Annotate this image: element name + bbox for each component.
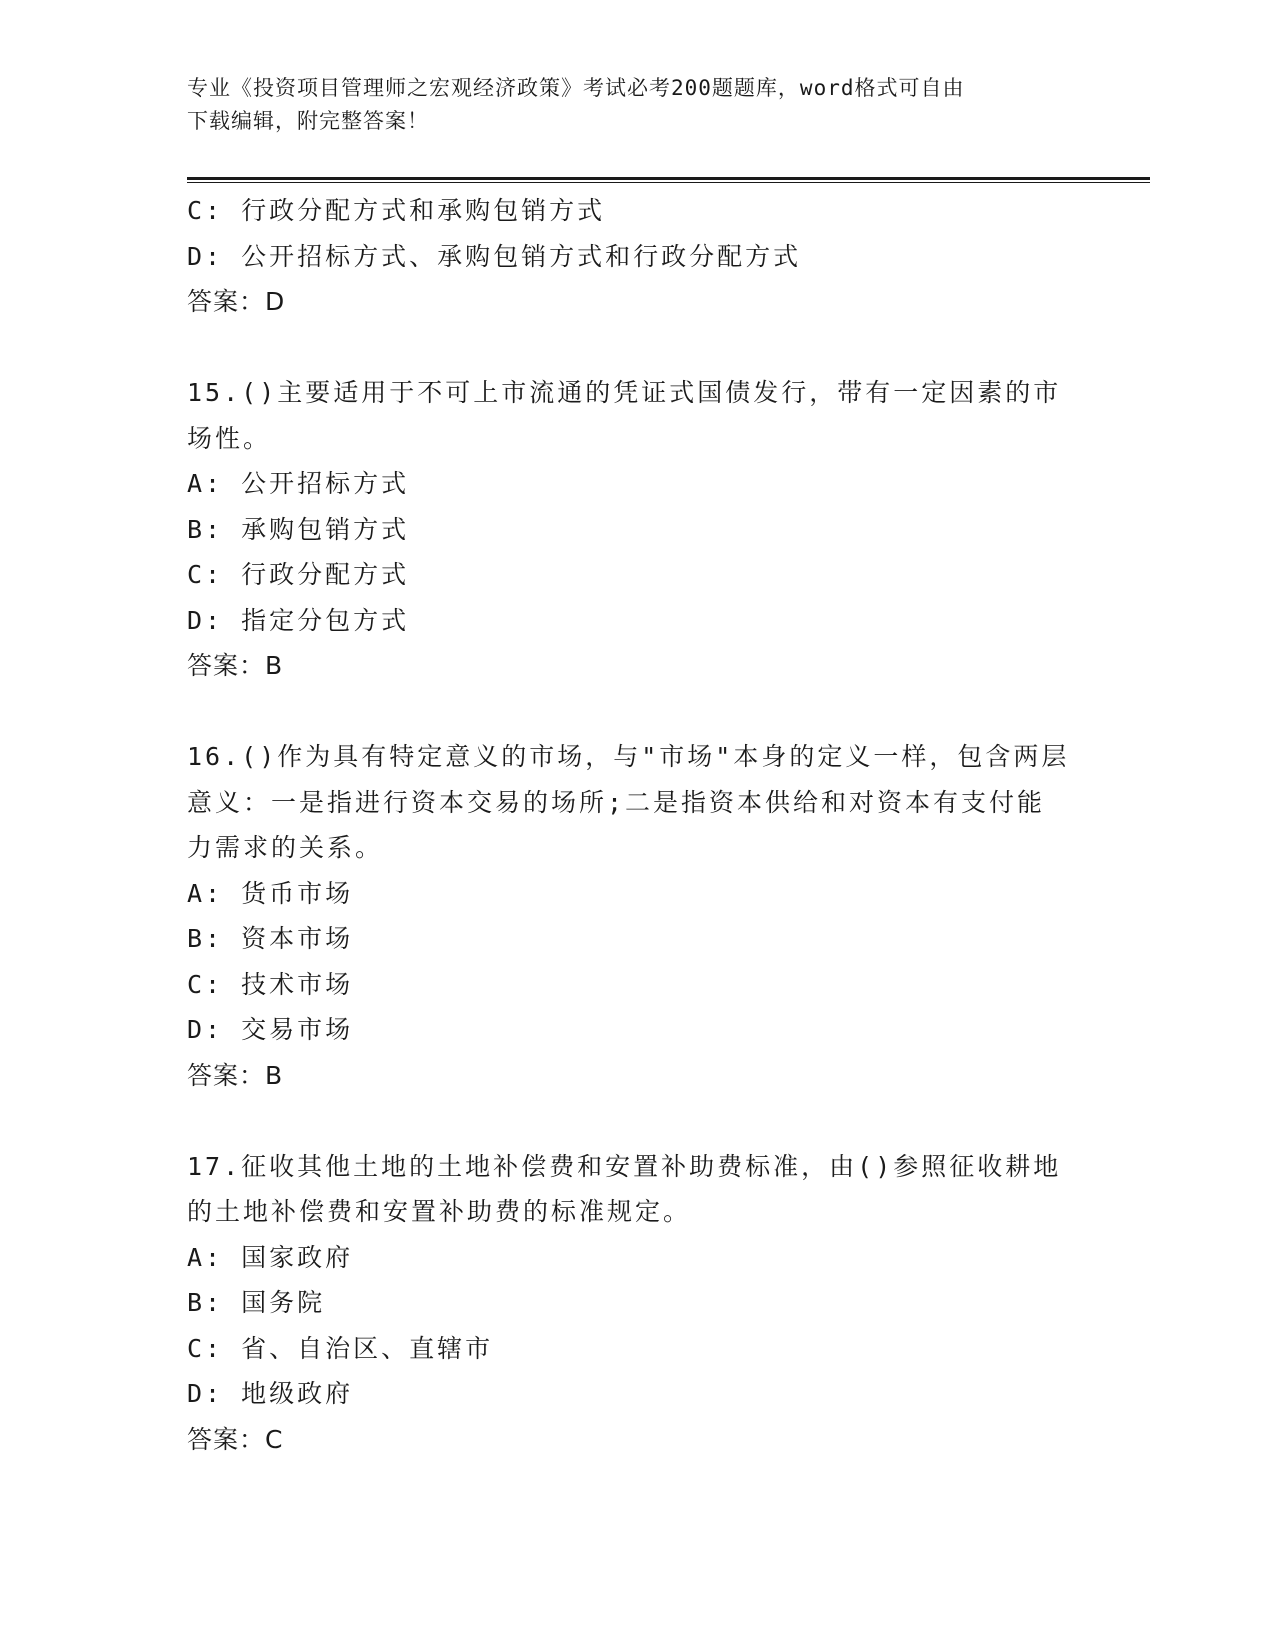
question-text-line: 场性。 — [187, 423, 272, 453]
option-a: A: 货币市场 — [187, 878, 354, 908]
document-header — [187, 72, 1067, 138]
header-divider-thin — [187, 182, 1150, 183]
option-a: A: 公开招标方式 — [187, 469, 410, 498]
option-b: B: 承购包销方式 — [187, 514, 410, 544]
question-14-tail — [187, 188, 1087, 325]
question-text-line: 力需求的关系。 — [187, 833, 384, 862]
question-text-line: 意义：一是指进行资本交易的场所;二是指资本供给和对资本有支付能 — [187, 787, 1046, 817]
question-17 — [187, 1144, 1087, 1463]
option-b: B: 资本市场 — [187, 924, 354, 953]
question-list — [187, 188, 1087, 1462]
header-divider-thick — [187, 177, 1150, 180]
option-d: D: 交易市场 — [187, 1015, 354, 1044]
option-a: A: 国家政府 — [187, 1242, 354, 1272]
question-16 — [187, 734, 1087, 1098]
option-c: C: 行政分配方式 — [187, 560, 410, 589]
question-text-line: 17.征收其他土地的土地补偿费和安置补助费标准，由()参照征收耕地 — [187, 1151, 1062, 1181]
header-line-2: 下载编辑，附完整答案！ — [187, 109, 429, 133]
header-line-1: 专业《投资项目管理师之宏观经济政策》考试必考200题题库，word格式可自由 — [187, 76, 965, 100]
question-15 — [187, 370, 1087, 689]
option-d: D: 地级政府 — [187, 1379, 354, 1408]
question-text-line: 的土地补偿费和安置补助费的标准规定。 — [187, 1197, 692, 1226]
option-c: C: 省、自治区、直辖市 — [187, 1333, 494, 1363]
option-c: C: 行政分配方式和承购包销方式 — [187, 196, 606, 225]
answer-line: 答案：B — [187, 1060, 284, 1090]
option-d: D: 公开招标方式、承购包销方式和行政分配方式 — [187, 241, 802, 271]
question-text-line: 16.()作为具有特定意义的市场，与"市场"本身的定义一样，包含两层 — [187, 742, 1070, 771]
option-b: B: 国务院 — [187, 1288, 326, 1317]
answer-line: 答案：C — [187, 1424, 284, 1454]
question-text-line: 15.()主要适用于不可上市流通的凭证式国债发行，带有一定因素的市 — [187, 378, 1062, 407]
answer-line: 答案：D — [187, 287, 286, 316]
answer-line: 答案：B — [187, 651, 284, 680]
option-d: D: 指定分包方式 — [187, 605, 410, 635]
option-c: C: 技术市场 — [187, 969, 354, 999]
